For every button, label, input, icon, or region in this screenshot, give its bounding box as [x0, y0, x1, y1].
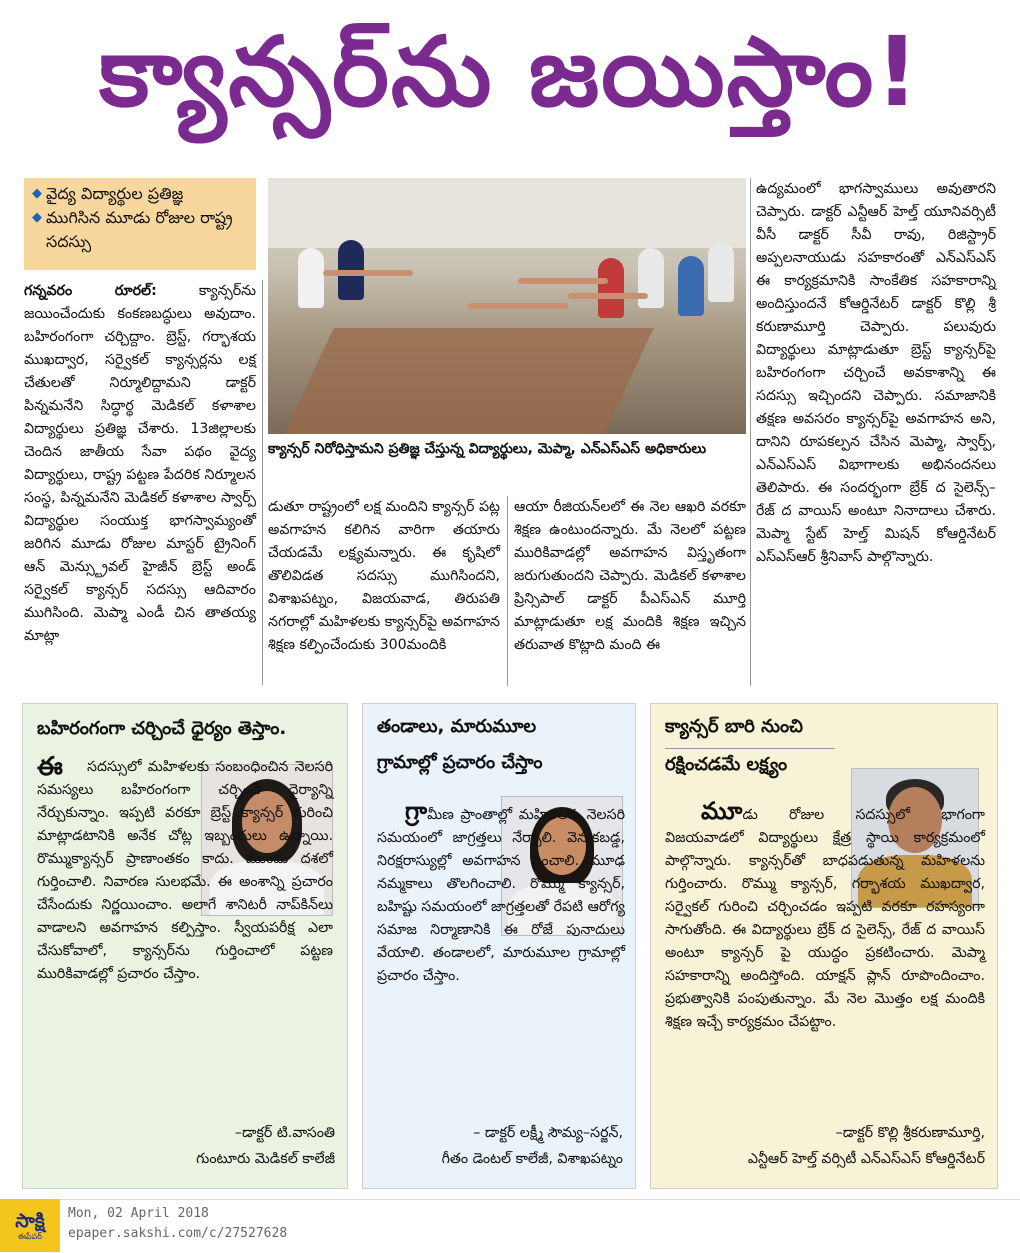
article-column-1: గన్నవరం రూరల్‌: క్యాన్సర్‌ను జయించేందుకు కంకణబద్ధులు అవుదాం. బహిరంగంగా చర్చిద్దాం. బ్రెస్ట్, గర్భాశయ ముఖద్వార, సర్వైకల్ క్యాన్సర్లను లక్ష చేతులతో నిర్మూలిద్దామని డాక్టర్ పిన్నమనేని సిద్ధార్థ మెడికల్ కళాశాల విద్యార్థులు ప్రతిజ్ఞ చేశారు. 13జిల్లాలకు చెందిన జాతీయ సేవా పథం వైద్య విద్యార్థులు, రాష్ట్ర పట్టణ పేదరిక నిర్మూలన సంస్థ, పిన్నమనేని మెడికల్ కళాశాల స్వార్ప్ విద్యార్థుల సంయుక్త భాగస్వామ్యంతో జరిగిన మూడు రోజుల మాస్టర్ ట్రైనింగ్ ఆన్ మెన్స్ట్రువల్ హైజీన్ బ్రెస్ట్ అండ్ సర్వైకల్ క్యాన్సర్ సదస్సు ఆదివారం ముగిసింది. మెప్మా ఎండీ చిన తాతయ్య మాట్లా — [24, 283, 256, 644]
quote-box-1-title: బహిరంగంగా చర్చించే ధైర్యం తెస్తాం. — [37, 718, 287, 739]
quote-box-2-signature: – డాక్టర్ లక్ష్మీ సౌమ్య–సర్జన్, — [473, 1125, 623, 1141]
publication-date: Mon, 02 April 2018 — [68, 1206, 209, 1221]
headline-text: క్యాన్సర్‌ను జయిస్తాం! — [99, 16, 921, 128]
sakshi-logo: సాక్షి ఈపేపర్ — [0, 1199, 60, 1252]
bullet-icon: ◆ — [32, 186, 42, 201]
quote-box-3-title-line2: రక్షించడమే లక్ష్యం — [665, 754, 788, 775]
highlight-item: ◆ వైద్య విద్యార్థుల ప్రతిజ్ఞ — [32, 182, 248, 206]
headline — [0, 0, 1020, 168]
article-column-4: ఉద్యమంలో భాగస్వాములు అవుతారని చెప్పారు. డాక్టర్ ఎన్టీఆర్ హెల్త్ యూనివర్సిటీ వీసీ డాక్టర్ సీవీ రావు, రిజిస్ట్రార్ అప్పలనాయుడు సహకారంతో ఎన్ఎస్ఎస్ ఈ కార్యక్రమానికి సాంకేతిక సహకారాన్ని అందిస్తుందనే కోఆర్డినేటర్ డాక్టర్ కొల్లి శ్రీ కరుణామూర్తి చెప్పారు. పలువురు విద్యార్థులు మాట్లాడుతూ బ్రెస్ట్ క్యాన్సర్‌పై బహిరంగంగా చర్చించే అవకాశాన్ని ఈ సదస్సు ఇచ్చిందని చెప్పారు. సమాజానికి తక్షణ అవసరం క్యాన్సర్‌పై అవగాహన అని, దానిని రూపకల్పన చేసిన మెప్మా, స్వార్ప్, ఎన్ఎస్ఎస్ విభాగాలకు అభినందనలు తెలిపారు. ఈ సందర్భంగా బ్రేక్ ద సైలెన్స్–రేజ్ ద వాయిస్ అంటూ నినాదాలు చేశారు. మెప్మా స్టేట్ హెల్త్ మిషన్ కోఆర్డినేటర్ ఎస్ఎస్ఆర్ శ్రీనివాస్ పాల్గొన్నారు. — [756, 181, 996, 565]
highlights-box — [24, 178, 256, 270]
quote-box-1-text-top: ఈ — [37, 752, 63, 782]
quote-box-2-organization: గీతం డెంటల్ కాలేజీ, విశాఖపట్నం — [441, 1151, 623, 1167]
article-column-3: ఆయా రీజియన్‌లలో ఈ నెల ఆఖరి వరకూ శిక్షణ ఉంటుందన్నారు. మే నెలలో పట్టణ మురికివాడల్లో అవగాహన విస్తృతంగా జరుగుతుందని చెప్పారు. మెడికల్ కళాశాల ప్రిన్సిపాల్ డాక్టర్ పీఎస్ఎన్ మూర్తి మాట్లాడుతూ లక్ష మందికి శిక్షణ ఇచ్చిన తరువాత కొట్లాది మంది ఈ — [514, 499, 746, 653]
quote-box-1 — [22, 703, 348, 1189]
footer-info — [68, 1204, 287, 1244]
quote-box-3-title-line1: క్యాన్సర్ బారి నుంచి — [665, 716, 803, 737]
quote-box-3-text: మూడు రోజుల సదస్సులో భాగంగా విజయవాడలో విద్యార్థులు క్షేత్ర స్థాయి కార్యక్రమంలో పాల్గొన్నారు. క్యాన్సర్‌తో బాధపడుతున్న మహిళలను గుర్తించారు. రొమ్ము క్యాన్సర్, గర్భాశయ ముఖద్వార, సర్వైకల్ గురించి చర్చించడం ఇప్పటి వరకూ రహస్యంగా సాగుతోంది. ఈ విద్యార్థులు బ్రేక్ ద సైలెన్స్, రేజ్ ద వాయిస్ అంటూ క్యాన్సర్ పై యుద్ధం ప్రకటించారు. మెప్మా సహకారాన్ని అందిస్తోంది. యాక్షన్ ప్లాన్ రూపొందించాం. ప్రభుత్వానికి పంపుతున్నాం. మే నెల మొత్తం లక్ష మందికి శిక్షణ ఇచ్చే కార్యక్రమం చేపట్టాం. — [665, 797, 985, 1030]
photo-caption: క్యాన్సర్ నిరోధిస్తామని ప్రతిజ్ఞ చేస్తున్న విద్యార్థులు, మెప్మా, ఎన్ఎస్ఎస్ అధికారులు — [268, 441, 707, 457]
article-column-2: డుతూ రాష్ట్రంలో లక్ష మందిని క్యాన్సర్ పట్ల అవగాహన కలిగిన వారిగా తయారు చేయడమే లక్ష్యమన్నారు. ఈ కృషిలో తొలివిడత సదస్సు ముగిసిందని, విశాఖపట్నం, విజయవాడ, తిరుపతి నగరాల్లో మహిళలకు క్యాన్సర్‌పై అవగాహన శిక్షణ కల్పించేందుకు 300మందికి — [268, 499, 500, 653]
quote-box-3 — [650, 703, 998, 1189]
quote-box-3-signature: –డాక్టర్ కొల్లి శ్రీకరుణామూర్తి, — [835, 1125, 985, 1141]
column-divider — [750, 178, 751, 686]
column-divider — [507, 496, 508, 686]
highlight-item: ◆ ముగిసిన మూడు రోజుల రాష్ట్ర సదస్సు — [32, 206, 248, 254]
epaper-url[interactable]: epaper.sakshi.com/c/27527628 — [68, 1226, 288, 1241]
quote-box-3-organization: ఎన్టీఆర్ హెల్త్ వర్సిటీ ఎన్ఎస్ఎస్ కోఆర్డినేటర్ — [747, 1151, 985, 1167]
column-divider — [262, 280, 263, 685]
quote-box-1-signature: –డాక్టర్ టి.వాసంతి — [234, 1125, 335, 1141]
quote-box-2 — [362, 703, 636, 1189]
quote-box-2-title-line1: తండాలు, మారుమూల — [377, 716, 537, 737]
quote-box-2-title-line2: గ్రామాల్లో ప్రచారం చేస్తాం — [377, 752, 543, 773]
quote-box-1-text: సదస్సులో మహిళలకు సంబంధించిన నెలసరి సమస్యలు బహిరంగంగా చర్చించే ధైర్యాన్ని నేర్చుకున్నాం. ఇప్పటి వరకూ బ్రెస్ట్ క్యాన్సర్ గురించి మాట్లాడటానికి అనేక చోట్ల ఇబ్బందులు ఉన్నాయి. రొమ్ముక్యాన్సర్ ప్రాణాంతకం కాదు. ముందు దశలో గుర్తించాలి. నివారణ సులభమే. ఈ అంశాన్ని ప్రచారం చేసేందుకు నిర్ణయించాం. అలాగే శానిటరీ నాప్‌కిన్‌లు వాడాలని అవగాహన కల్పిస్తాం. స్వీయపరీక్ష ఎలా చేసుకోవాలో, క్యాన్సర్‌ను గుర్తించాలో పట్టణ మురికివాడల్లో ప్రచారం చేస్తాం. — [37, 759, 333, 982]
bullet-icon: ◆ — [32, 210, 42, 225]
quote-box-2-text: గ్రామీణ ప్రాంతాల్లో మహిళలకు నెలసరి సమయంలో జాగ్రత్తలు నేర్పాలి. వెనుకబడ్డ, నిరక్షరాస్యుల్లో అవగాహన పెంచాలి. మూఢ నమ్మకాలు తొలగించాలి. రొమ్ము క్యాన్సర్, బహిష్టు సమయంలో జాగ్రత్తలతో రేపటి ఆరోగ్య సమాజ నిర్మాణానికి ఈ రోజే పునాదులు వేయాలి. తండాలలో, మారుమూల గ్రామాల్లో ప్రచారం చేస్తాం. — [377, 797, 625, 984]
news-photo — [268, 178, 746, 434]
quote-box-1-organization: గుంటూరు మెడికల్ కాలేజీ — [196, 1151, 335, 1167]
